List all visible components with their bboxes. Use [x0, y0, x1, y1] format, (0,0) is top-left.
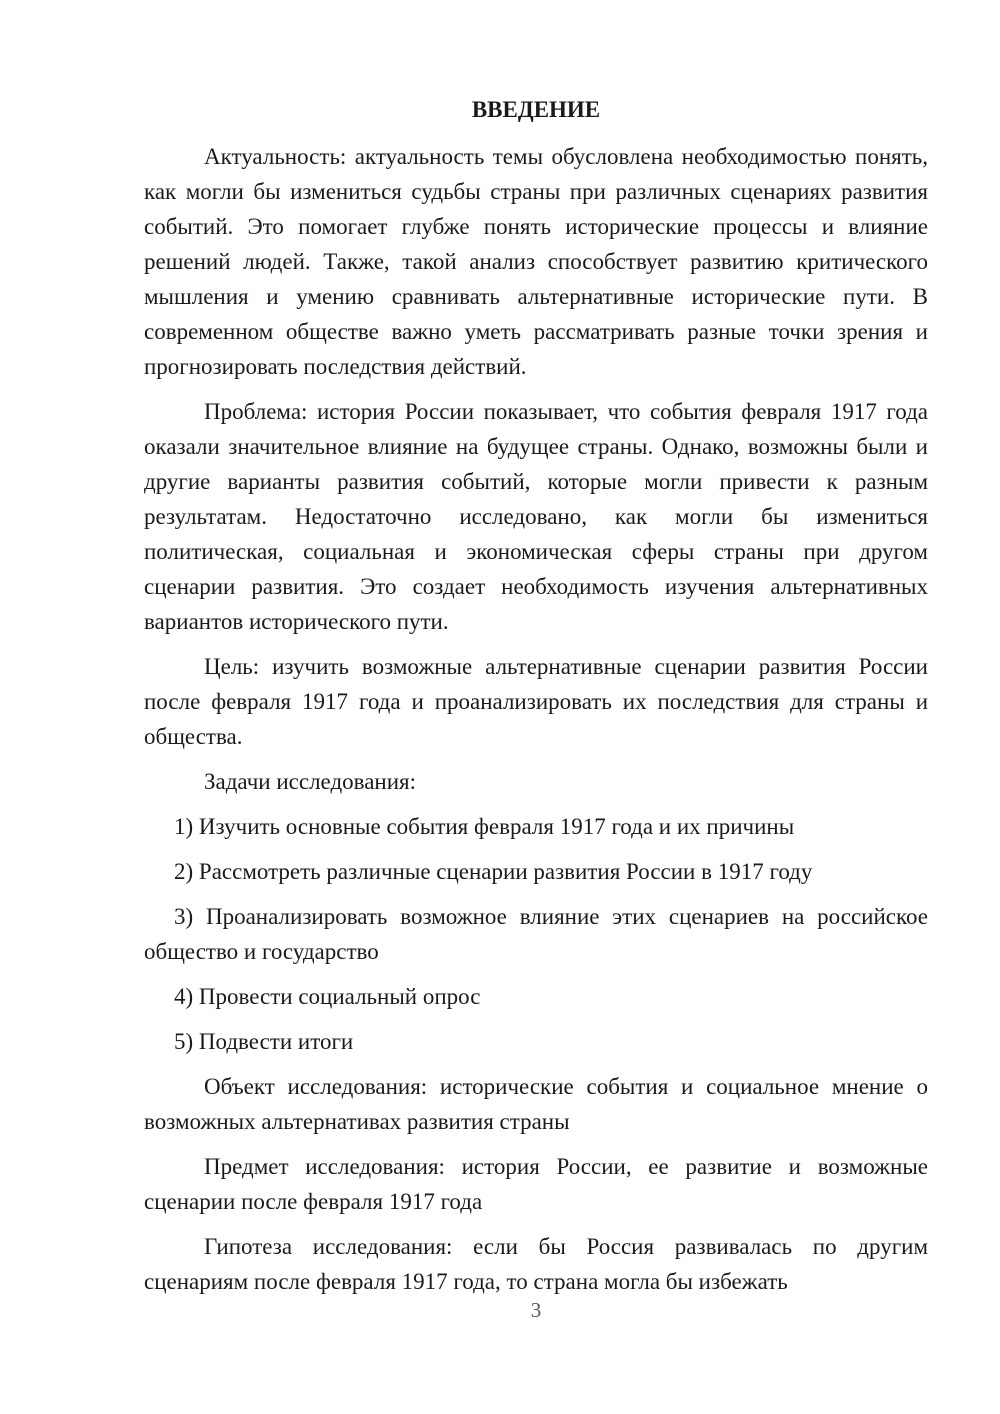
paragraph-hypothesis: Гипотеза исследования: если бы Россия развивалась по другим сценариям после февраля 1917 года, то страна могла бы избежать [144, 1234, 928, 1294]
paragraph-gap [144, 969, 928, 979]
task-item-3: 3) Проанализировать возможное влияние этих сценариев на российское общество и государство [144, 904, 928, 964]
task-item-5: 5) Подвести итоги [174, 1029, 354, 1054]
page-number: 3 [530, 1298, 542, 1322]
paragraph-gap [144, 1219, 928, 1229]
paragraph-problem: Проблема: история России показывает, что события февраля 1917 года оказали значительное влияние на будущее страны. Однако, возможны были и другие варианты развития событий, которые могли привести к разным результатам. Недостаточно исследовано, как могли бы измениться политическая, социальная и экономическая сферы страны при другом сценарии развития. Это создает необходимость изучения альтернативных вариантов исторического пути. [144, 399, 928, 634]
paragraph-object: Объект исследования: исторические события и социальное мнение о возможных альтернативах развития страны [144, 1074, 928, 1134]
paragraph-gap [144, 844, 928, 854]
section-title: ВВЕДЕНИЕ [471, 97, 601, 122]
paragraph-gap [144, 754, 928, 764]
paragraph-tasks-heading: Задачи исследования: [204, 769, 417, 794]
page-content [144, 92, 928, 1299]
paragraph-gap [144, 1014, 928, 1024]
paragraph-gap [144, 889, 928, 899]
paragraph-gap [144, 1059, 928, 1069]
paragraph-goal: Цель: изучить возможные альтернативные сценарии развития России после февраля 1917 года и проанализировать их последствия для страны и общества. [144, 654, 928, 749]
paragraph-relevance: Актуальность: актуальность темы обусловлена необходимостью понять, как могли бы измениться судьбы страны при различных сценариях развития событий. Это помогает глубже понять исторические процессы и влияние решений людей. Также, такой анализ способствует развитию критического мышления и умению сравнивать альтернативные исторические пути. В современном обществе важно уметь рассматривать разные точки зрения и прогнозировать последствия действий. [144, 144, 928, 379]
task-item-1: 1) Изучить основные события февраля 1917 года и их причины [174, 814, 795, 839]
task-item-2: 2) Рассмотреть различные сценарии развития России в 1917 году [174, 859, 813, 884]
task-item-4: 4) Провести социальный опрос [174, 984, 481, 1009]
paragraph-gap [144, 639, 928, 649]
paragraph-subject: Предмет исследования: история России, ее развитие и возможные сценарии после февраля 1917 года [144, 1154, 928, 1214]
paragraph-gap [144, 384, 928, 394]
paragraph-gap [144, 1139, 928, 1149]
paragraph-gap [144, 799, 928, 809]
